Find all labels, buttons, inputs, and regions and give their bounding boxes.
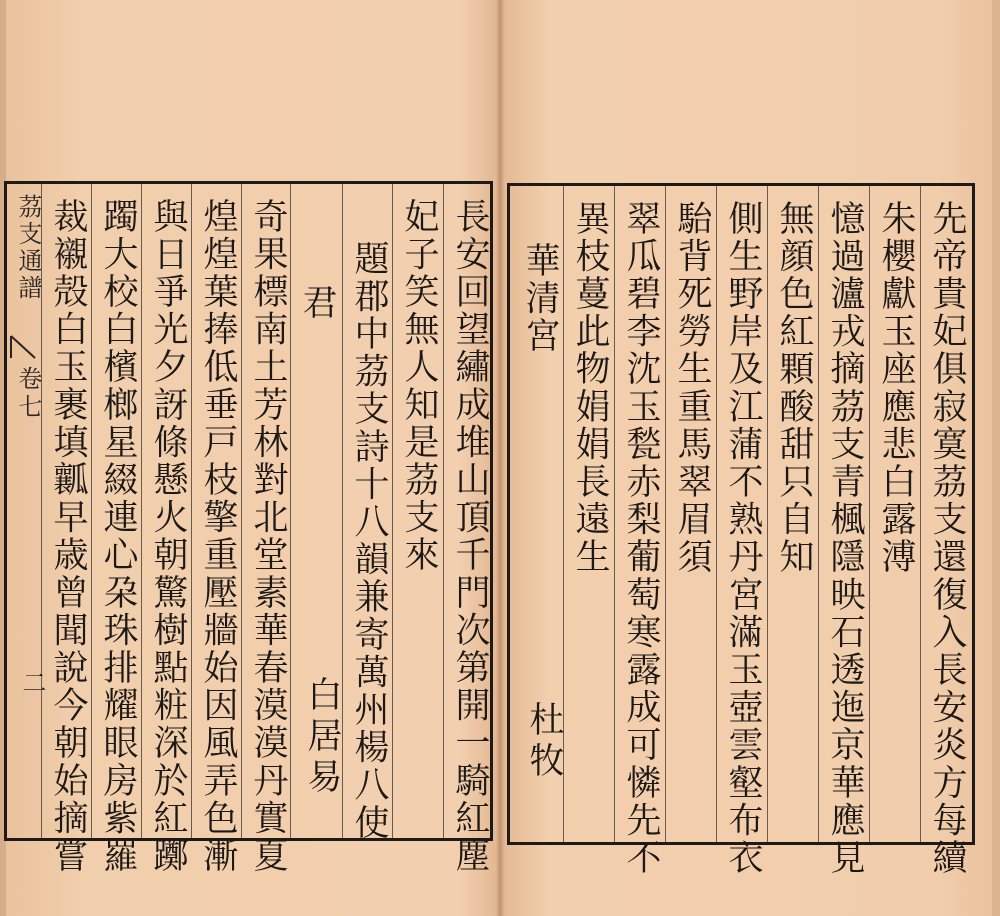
text-column: 煌煌葉捧低垂戸枝擎重壓牆始因風弄色漸 (198, 198, 238, 875)
fish-tail-mark-icon (9, 334, 37, 360)
text-column: 異枝蔓此物娟娟長遠生 (570, 200, 610, 576)
text-column: 妃子笑無人知是茘支來 (399, 198, 439, 574)
text-column: 朱櫻獻玉座應悲白露溥 (876, 200, 916, 576)
column-rule (665, 186, 666, 842)
column-rule (191, 184, 192, 838)
text-column: 無顔色紅顆酸甜只自知 (774, 200, 814, 576)
book-gutter (496, 0, 504, 916)
column-rule (920, 186, 921, 842)
column-rule (869, 186, 870, 842)
text-column: 翠瓜碧李沈玉甃赤梨葡萄寒露成可憐先不 (621, 200, 661, 877)
column-rule (241, 184, 242, 838)
text-column: 憶過瀘戎摘茘支青楓隱映石透迤京華應見 (825, 200, 865, 877)
column-rule (767, 186, 768, 842)
column-rule (392, 184, 393, 838)
author-name: 杜牧 (524, 701, 564, 783)
right-page-frame (507, 183, 975, 877)
text-column: 裁襯殻白玉裹填瓤早歳曾聞說今朝始摘嘗 (48, 198, 88, 875)
text-column: 躅大校白檳榔星綴連心朶珠排耀眼房紫羅 (98, 198, 138, 875)
column-rule (443, 184, 444, 838)
column-rule (141, 184, 142, 838)
poem-title-column: 華清宮 (520, 242, 560, 355)
text-column: 奇果標南土芳林對北堂素華春漠漠丹實夏 (248, 198, 288, 875)
text-column: 側生野岸及江蒲不熟丹宮滿玉壺雲壑布衣 (723, 200, 763, 877)
poem-title-column: 題郡中茘支詩十八韻兼寄萬州楊八使 (349, 240, 389, 842)
text-column: 與日爭光夕訝條懸火朝驚樹點粧深於紅躑 (148, 198, 188, 875)
column-rule (614, 186, 615, 842)
page-edge (992, 0, 1000, 916)
volume-label: 卷七 (14, 366, 42, 422)
column-rule (290, 184, 291, 838)
text-column: 先帝貴妃俱寂寞茘支還復入長安炎方每續 (927, 200, 967, 877)
left-page-frame (4, 181, 493, 875)
poem-title-continuation: 君 (297, 284, 337, 322)
page-number: 二 (18, 670, 46, 696)
column-rule (91, 184, 92, 838)
column-rule (818, 186, 819, 842)
text-column: 駘背死勞生重馬翠眉須 (672, 200, 712, 576)
book-title: 茘支通譜 (14, 194, 42, 302)
banxin-strip (5, 184, 46, 838)
author-name: 白居易 (302, 676, 342, 799)
text-column: 長安回望繡成堆山頂千門次第開一騎紅塵 (450, 198, 490, 875)
column-rule (716, 186, 717, 842)
